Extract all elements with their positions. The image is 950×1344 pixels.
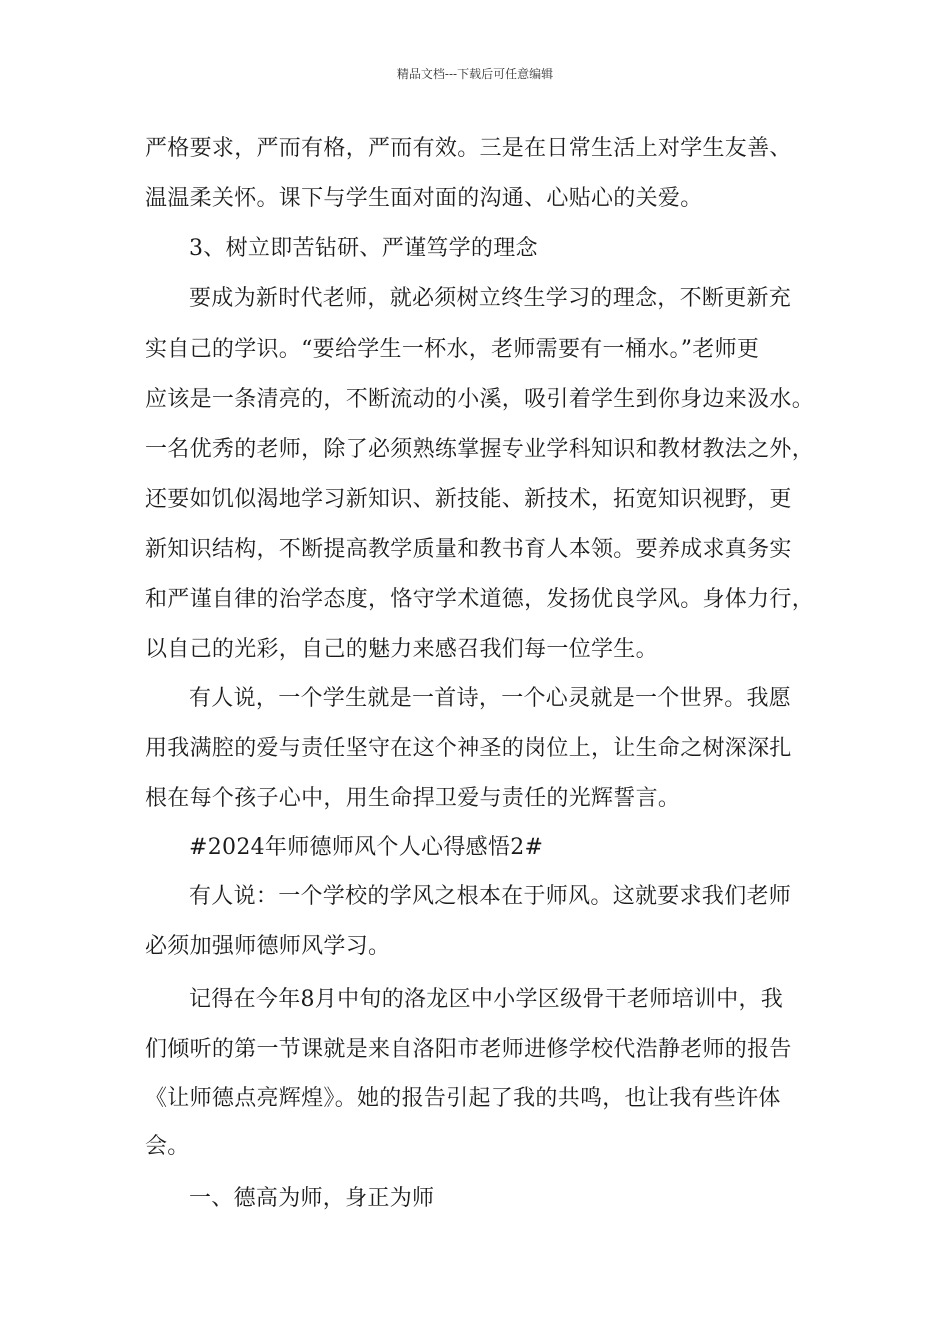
body-line-17: 必须加强师德师风学习。 bbox=[145, 934, 391, 959]
body-line-5: 实自己的学识。“要给学生一杯水，老师需要有一桶水。”老师更 bbox=[145, 337, 760, 362]
body-line-10: 和严谨自律的治学态度，恪守学术道德，发扬优良学风。身体力行， bbox=[145, 587, 815, 612]
body-line-1: 严格要求，严而有格，严而有效。三是在日常生活上对学生友善、 bbox=[145, 136, 792, 161]
body-line-18: 记得在今年8月中旬的洛龙区中小学区级骨干老师培训中，我 bbox=[189, 987, 784, 1012]
body-line-8: 还要如饥似渴地学习新知识、新技能、新技术，拓宽知识视野，更 bbox=[145, 487, 792, 512]
body-line-20: 《让师德点亮辉煌》。她的报告引起了我的共鸣，也让我有些许体 bbox=[145, 1086, 781, 1111]
page-header: 精品文档---下载后可任意编辑 bbox=[396, 67, 554, 81]
body-line-2: 温温柔关怀。课下与学生面对面的沟通、心贴心的关爱。 bbox=[145, 186, 703, 211]
body-line-16: 有人说：一个学校的学风之根本在于师风。这就要求我们老师 bbox=[189, 884, 792, 909]
body-line-3: 3、树立即苦钻研、严谨笃学的理念 bbox=[189, 236, 538, 261]
body-line-6: 应该是一条清亮的，不断流动的小溪，吸引着学生到你身边来汲水。 bbox=[145, 387, 815, 412]
body-line-7: 一名优秀的老师，除了必须熟练掌握专业学科知识和教材教法之外， bbox=[145, 437, 815, 462]
body-line-11: 以自己的光彩，自己的魅力来感召我们每一位学生。 bbox=[145, 637, 658, 662]
body-line-12: 有人说，一个学生就是一首诗，一个心灵就是一个世界。我愿 bbox=[189, 686, 792, 711]
subsection-heading: 一、德高为师，身正为师 bbox=[189, 1186, 435, 1211]
body-line-19: 们倾听的第一节课就是来自洛阳市老师进修学校代浩静老师的报告 bbox=[145, 1037, 792, 1062]
section-heading-2: #2024年师德师风个人心得感悟2# bbox=[189, 835, 544, 860]
body-line-4: 要成为新时代老师，就必须树立终生学习的理念，不断更新充 bbox=[189, 286, 792, 311]
body-line-21: 会。 bbox=[145, 1134, 190, 1159]
body-line-9: 新知识结构，不断提高教学质量和教书育人本领。要养成求真务实 bbox=[145, 537, 792, 562]
body-line-13: 用我满腔的爱与责任坚守在这个神圣的岗位上，让生命之树深深扎 bbox=[145, 736, 792, 761]
body-line-14: 根在每个孩子心中，用生命捍卫爱与责任的光辉誓言。 bbox=[145, 786, 681, 811]
